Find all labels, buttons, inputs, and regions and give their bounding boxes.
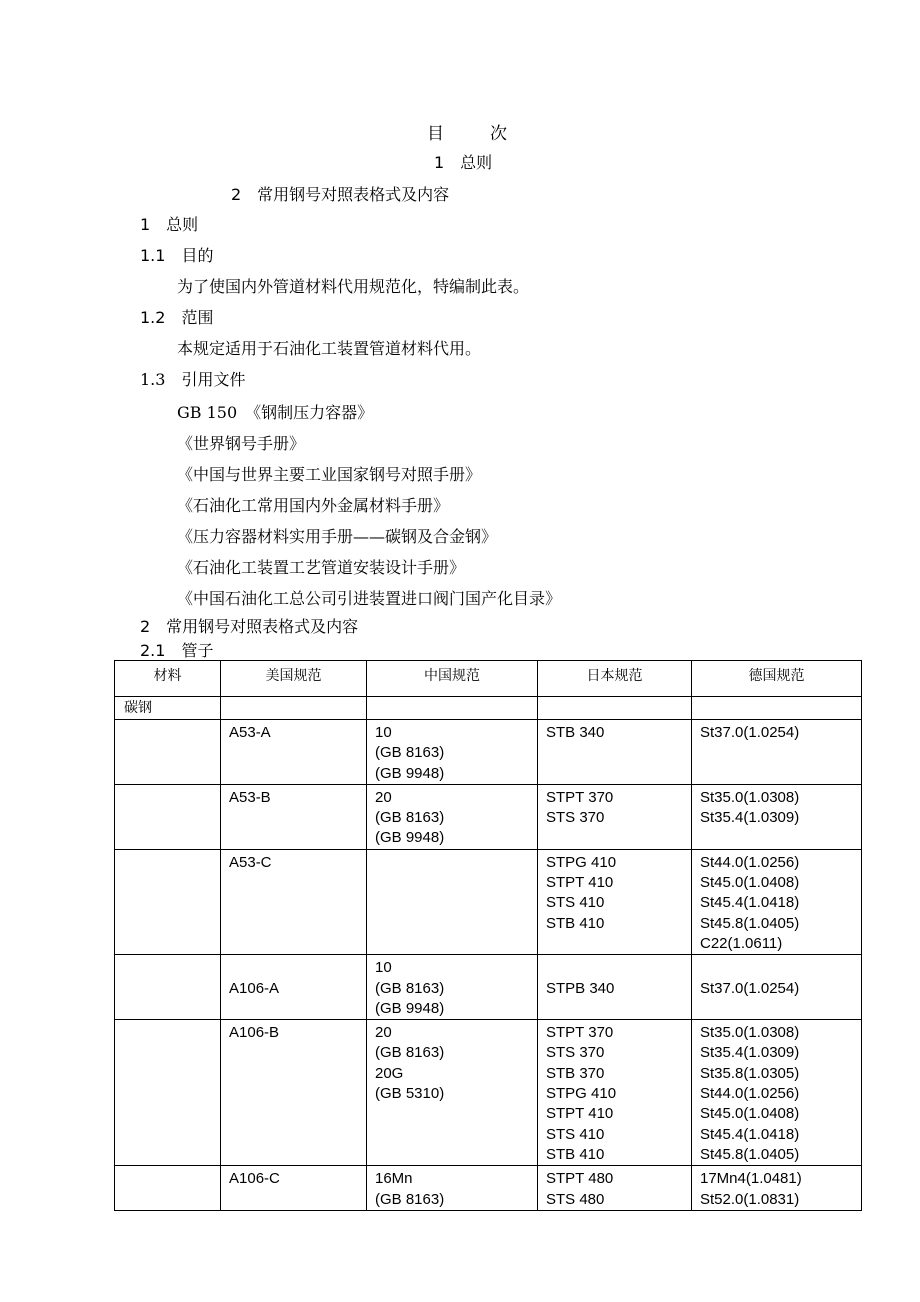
cell-japan <box>538 1166 692 1211</box>
cell-line: (GB 8163) <box>375 1044 445 1062</box>
reference-item: 《中国与世界主要工业国家钢号对照手册》 <box>177 465 482 484</box>
cell-japan <box>538 784 692 849</box>
cell-line: A53-A <box>229 724 271 741</box>
reference-item: 《压力容器材料实用手册——碳钢及合金钢》 <box>177 527 498 546</box>
cell-japan <box>538 955 692 1020</box>
header-germany-standard: 德国规范 <box>692 661 862 697</box>
cell-line: (GB 8163) <box>375 1190 445 1208</box>
header-usa-standard: 美国规范 <box>221 661 367 697</box>
cell-japan <box>538 849 692 954</box>
cell-line: A53-C <box>229 853 272 871</box>
cell-material <box>115 1020 221 1166</box>
cell-line: STS 410 <box>546 1125 605 1143</box>
cell-line: (GB 9948) <box>375 999 445 1017</box>
cell-line: (GB 9948) <box>375 829 445 847</box>
cell-line: STPT 480 <box>546 1170 614 1188</box>
cell-china <box>367 1166 538 1211</box>
header-material: 材料 <box>115 661 221 697</box>
toc-item: 1 总则 <box>434 153 493 172</box>
cell-germany <box>692 849 862 954</box>
reference-item: 《石油化工装置工艺管道安装设计手册》 <box>177 558 466 577</box>
cell-usa <box>221 1166 367 1211</box>
cell-line: STPT 410 <box>546 874 614 892</box>
cell-china <box>367 1020 538 1166</box>
table-row <box>115 955 862 1020</box>
cell-line: St44.0(1.0256) <box>700 853 800 871</box>
cell-line: St52.0(1.0831) <box>700 1190 800 1208</box>
toc-title: 目次 <box>427 124 553 144</box>
cell-line: St35.0(1.0308) <box>700 788 800 806</box>
cell-usa <box>221 720 367 785</box>
cell-usa <box>221 784 367 849</box>
header-china-standard: 中国规范 <box>367 661 538 697</box>
cell-line: STS 410 <box>546 894 605 912</box>
table-row <box>115 1020 862 1166</box>
table-row <box>115 1166 862 1211</box>
subsection-heading: 2.1 管子 <box>140 641 214 660</box>
reference-item: 《石油化工常用国内外金属材料手册》 <box>177 496 450 515</box>
subsection-heading: 1.3 引用文件 <box>140 370 246 389</box>
cell-usa <box>221 955 367 1020</box>
cell-germany <box>692 784 862 849</box>
cell-line: STPG 410 <box>546 1085 617 1103</box>
cell-line: 20 <box>375 1024 392 1042</box>
cell-china <box>367 955 538 1020</box>
cell-line: A106-C <box>229 1170 280 1188</box>
cell-germany <box>692 955 862 1020</box>
cell-line: 20 <box>375 788 392 806</box>
header-japan-standard: 日本规范 <box>538 661 692 697</box>
cell-china <box>367 784 538 849</box>
table-row <box>115 849 862 954</box>
cell-line: STPB 340 <box>546 979 615 997</box>
cell-line: St45.0(1.0408) <box>700 874 800 892</box>
cell-line: 16Mn <box>375 1170 413 1188</box>
steel-grade-table <box>114 660 862 1211</box>
table-row <box>115 720 862 785</box>
cell-line: 20G <box>375 1064 404 1082</box>
cell-line: STB 370 <box>546 1064 605 1082</box>
cell-line: St45.4(1.0418) <box>700 1125 800 1143</box>
cell-line: STS 370 <box>546 809 605 827</box>
cell-japan <box>538 1020 692 1166</box>
cell-usa <box>221 849 367 954</box>
cell-line: (GB 8163) <box>375 809 445 827</box>
cell-line: St45.0(1.0408) <box>700 1105 800 1123</box>
cell-material <box>115 784 221 849</box>
category-row <box>115 697 862 720</box>
cell-line: 17Mn4(1.0481) <box>700 1170 802 1188</box>
cell-china <box>367 849 538 954</box>
cell-line: St35.0(1.0308) <box>700 1024 800 1042</box>
cell-usa <box>221 1020 367 1166</box>
subsection-heading: 1.1 目的 <box>140 246 214 265</box>
cell-material <box>115 849 221 954</box>
cell-line: A106-A <box>229 979 280 997</box>
table-header-row <box>115 661 862 697</box>
cell-line: A53-B <box>229 788 271 806</box>
cell-line: St45.8(1.0405) <box>700 1145 800 1163</box>
cell-line: 10 <box>375 959 392 977</box>
cell-line: St44.0(1.0256) <box>700 1085 800 1103</box>
cell-line: STPT 370 <box>546 1024 614 1042</box>
toc-item: 2 常用钢号对照表格式及内容 <box>231 185 450 204</box>
cell-material <box>115 955 221 1020</box>
cell-line: C22(1.0611) <box>700 934 783 952</box>
cell-material <box>115 720 221 785</box>
cell-germany <box>692 720 862 785</box>
cell-line: (GB 5310) <box>375 1085 445 1103</box>
cell-china <box>367 720 538 785</box>
cell-japan <box>538 720 692 785</box>
cell-line: St35.4(1.0309) <box>700 809 800 827</box>
reference-list <box>177 397 561 614</box>
cell-line: STB 340 <box>546 724 605 741</box>
cell-line: STPG 410 <box>546 853 617 871</box>
cell-line: St37.0(1.0254) <box>700 979 800 997</box>
section-heading: 1 总则 <box>140 215 199 234</box>
reference-item: 《世界钢号手册》 <box>177 434 306 453</box>
category-label: 碳钢 <box>115 697 221 720</box>
cell-line: (GB 9948) <box>375 764 445 782</box>
cell-germany <box>692 1020 862 1166</box>
cell-line: STPT 370 <box>546 788 614 806</box>
cell-line: 10 <box>375 724 392 741</box>
cell-germany <box>692 1166 862 1211</box>
cell-line: St45.4(1.0418) <box>700 894 800 912</box>
cell-line: STPT 410 <box>546 1105 614 1123</box>
table-row <box>115 784 862 849</box>
section-heading: 2 常用钢号对照表格式及内容 <box>140 617 359 636</box>
cell-line: St37.0(1.0254) <box>700 724 800 741</box>
cell-line: St45.8(1.0405) <box>700 914 800 932</box>
cell-line: STS 370 <box>546 1044 605 1062</box>
paragraph: 为了使国内外管道材料代用规范化，特编制此表。 <box>177 277 530 296</box>
cell-line: (GB 8163) <box>375 744 445 762</box>
cell-line: A106-B <box>229 1024 280 1042</box>
subsection-heading: 1.2 范围 <box>140 308 214 327</box>
cell-line: St35.8(1.0305) <box>700 1064 800 1082</box>
cell-material <box>115 1166 221 1211</box>
cell-line: (GB 8163) <box>375 979 445 997</box>
paragraph: 本规定适用于石油化工装置管道材料代用。 <box>177 339 482 358</box>
reference-item: GB 150 《钢制压力容器》 <box>177 403 374 422</box>
cell-line: STB 410 <box>546 1145 605 1163</box>
cell-line: St35.4(1.0309) <box>700 1044 800 1062</box>
reference-item: 《中国石油化工总公司引进装置进口阀门国产化目录》 <box>177 589 562 608</box>
cell-line: STB 410 <box>546 914 605 932</box>
cell-line: STS 480 <box>546 1190 605 1208</box>
